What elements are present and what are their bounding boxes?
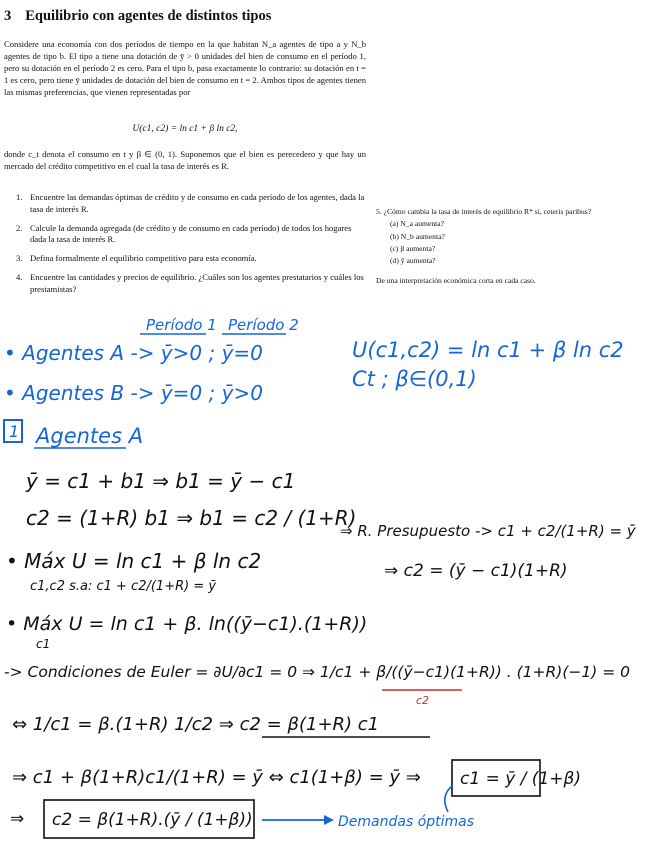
hw-max-2: • Máx U = ln c1 + β. ln((ȳ−c1).(1+R)) bbox=[6, 613, 368, 635]
hw-max-1-sub: c1,c2 s.a: c1 + c2/(1+R) = ȳ bbox=[30, 579, 217, 594]
hw-periodo-1: Período 1 bbox=[146, 316, 217, 334]
intro-paragraph: Considere una economía con dos períodos de tiempo en la que habitan N_a agentes de tipo a y N_b agentes de tipo b. El tipo a tiene una dotación de ȳ > 0 unidades del bien de consumo en el período 1, pero su dotación en el período 2 es cero. Para el tipo b, pasa exactamente lo contrario: su dotación en t = 1 es cero, pero tiene ȳ unidades de dotación del bien de consumo en t = 2. Ambos tipos de agentes tienen las mismas preferencias, que vienen representadas por bbox=[4, 39, 366, 98]
question-5-sub-a: (a) N_a aumenta? bbox=[390, 219, 444, 229]
hw-agentes-b: • Agentes B -> ȳ=0 ; ȳ>0 bbox=[4, 381, 263, 405]
hw-eq-3: ⇔ 1/c1 = β.(1+R) 1/c2 ⇒ c2 = β(1+R) c1 bbox=[12, 714, 380, 735]
hw-ct: Ct ; β∈(0,1) bbox=[352, 367, 477, 391]
hw-presupuesto-2: ⇒ c2 = (ȳ − c1)(1+R) bbox=[384, 561, 568, 581]
hw-euler: -> Condiciones de Euler = ∂U/∂c1 = 0 ⇒ 1/c1 + β/((ȳ−c1)(1+R)) . (1+R)(−1) = 0 bbox=[4, 663, 630, 681]
question-text: Encuentre las demandas óptimas de crédito y de consumo en cada período de los agentes, dada la tasa de interés R. bbox=[30, 192, 365, 214]
question-number: 1. bbox=[16, 192, 23, 202]
utility-formula: U(c1, c2) = ln c1 + β ln c2, bbox=[132, 124, 238, 134]
question-5-sub-d: (d) ȳ aumenta? bbox=[390, 256, 436, 266]
question-number: 4. bbox=[16, 271, 23, 282]
hw-arrow-head bbox=[324, 815, 334, 825]
intro-paragraph-2: donde c_t denota el consumo en t y β ∈ (0, 1). Suponemos que el bien es perecedero y que hay un mercado del crédito competitivo en el cual la tasa de interés es R. bbox=[4, 149, 366, 172]
hw-eq-2: c2 = (1+R) b1 ⇒ b1 = c2 / (1+R) bbox=[26, 506, 357, 530]
question-5-note: De una interpretación económica corta en cada caso. bbox=[376, 276, 536, 286]
question-text: Defina formalmente el equilibrio competitivo para esta economía. bbox=[30, 253, 257, 264]
section-title-text: Equilibrio con agentes de distintos tipos bbox=[25, 8, 272, 24]
hw-arrow-prefix: ⇒ bbox=[10, 809, 25, 829]
question-number: 2. bbox=[16, 222, 23, 233]
hw-max-1: • Máx U = ln c1 + β ln c2 bbox=[6, 549, 262, 573]
hw-box-1-number: 1 bbox=[9, 422, 20, 441]
hw-agentes-a: • Agentes A -> ȳ>0 ; ȳ=0 bbox=[4, 341, 263, 365]
hw-utility: U(c1,c2) = ln c1 + β ln c2 bbox=[352, 338, 624, 362]
hw-eq-1: ȳ = c1 + b1 ⇒ b1 = ȳ − c1 bbox=[26, 469, 296, 493]
question-5-sub-c: (c) β aumenta? bbox=[390, 243, 436, 253]
question-text: Encuentre las cantidades y precios de equilibrio. ¿Cuáles son los agentes prestatarios y cuáles los prestamistas? bbox=[30, 271, 364, 294]
hw-eq-4: ⇒ c1 + β(1+R)c1/(1+R) = ȳ ⇔ c1(1+β) = ȳ ⇒ bbox=[12, 767, 421, 788]
hw-max-2-sub: c1 bbox=[36, 637, 51, 651]
hw-periodo-2: Período 2 bbox=[228, 316, 299, 334]
question-text: ¿Cómo cambia la tasa de interés de equilibrio R* si, ceteris paribus? bbox=[383, 207, 592, 216]
hw-presupuesto: ⇒ R. Presupuesto -> c1 + c2/(1+R) = ȳ bbox=[340, 522, 636, 540]
question-5-sub-b: (b) N_b aumenta? bbox=[390, 231, 445, 241]
hw-c1-result: c1 = ȳ / (1+β) bbox=[460, 769, 581, 789]
question-text: Calcule la demanda agregada (de crédito y de consumo en cada período) de todos los hogares dada la tasa de interés R. bbox=[30, 222, 352, 245]
hw-curved-arrow bbox=[445, 786, 452, 812]
hw-c2-result: c2 = β(1+R).(ȳ / (1+β)) bbox=[52, 810, 253, 830]
question-number: 5. bbox=[376, 207, 382, 216]
question-number: 3. bbox=[16, 253, 23, 264]
section-number: 3 bbox=[4, 8, 12, 24]
hw-agentes-a-title: Agentes A bbox=[36, 424, 144, 448]
hw-euler-c2: c2 bbox=[416, 694, 430, 707]
hw-demandas: Demandas óptimas bbox=[338, 814, 475, 830]
